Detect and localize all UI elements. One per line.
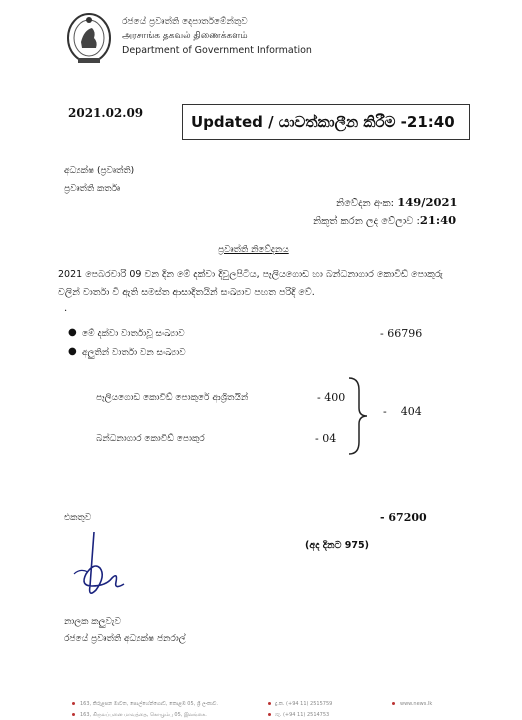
curly-brace-icon: [345, 376, 375, 456]
issue-time: [313, 213, 456, 227]
sri-lanka-emblem-icon: [66, 12, 112, 68]
release-number-label: නිවේදන අංක:: [336, 198, 395, 209]
prison-cluster-value: - 04: [315, 432, 337, 445]
header-tamil: அரசாங்க தகவல் திணைக்களம்: [122, 31, 248, 41]
release-number-value: 149/2021: [397, 195, 458, 209]
updated-box: [182, 104, 470, 140]
reported-so-far-value: - 66796: [380, 327, 423, 340]
footer-address-tamil: 163, கிருலப்பனை மாவத்தை, கொழும்பு 05, இலங்கை.: [80, 712, 207, 718]
signature-image: [66, 528, 136, 608]
today-count: (අද දිනට 975): [305, 540, 369, 551]
header-sinhala: රජයේ ප්‍රවෘත්ති දෙපාර්තමේන්තුව: [122, 17, 248, 27]
footer-phone: දු.ක. (+94 11) 2515759: [275, 701, 333, 707]
header-english: Department of Government Information: [122, 45, 312, 56]
new-cases-sum: - 404: [383, 405, 422, 418]
footer-fax: ෆැ. (+94 11) 2514753: [275, 712, 330, 718]
peliyagoda-cluster-value: - 400: [317, 391, 346, 404]
peliyagoda-cluster-label: පෑලියගොඩ කොවිඩ් පොකුරේ ආශ්‍රිතයින්: [96, 393, 249, 403]
issue-time-label: නිකුත් කරන ලද වේලාව :: [313, 216, 420, 227]
total-label: එකතුව: [64, 513, 92, 523]
release-number: [336, 195, 457, 209]
subject-heading: ප්‍රවෘත්ති නිවේදනය: [218, 245, 289, 255]
bullet-icon: ●: [68, 327, 77, 338]
reported-so-far-label: මේ දක්වා වාර්තාවූ සංඛ්‍යාව: [82, 329, 185, 339]
footer: [0, 680, 522, 720]
addressee-line-1: අධ්‍යක්ෂ (ප්‍රවෘත්ති): [64, 166, 135, 176]
issue-time-value: 21:40: [419, 213, 457, 227]
updated-text: Updated / යාවත්කාලීන කිරීම -21:40: [191, 113, 455, 131]
release-date: 2021.02.09: [68, 106, 144, 120]
bullet-icon: ●: [68, 346, 77, 357]
signatory-name: නාලක කලුවැව: [64, 617, 121, 627]
stray-dot: .: [64, 303, 68, 314]
newly-reported-label: අලුතින් වාර්තා වන සංඛ්‍යාව: [82, 348, 186, 358]
signatory-title: රජයේ ප්‍රවෘත්ති අධ්‍යක්ෂ ජනරාල්: [64, 634, 186, 644]
total-value: - 67200: [380, 511, 427, 524]
addressee-line-2: ප්‍රවෘත්ති කර්තෘ: [64, 184, 121, 194]
body-paragraph: 2021 පෙබරවාරි 09 වන දින මේ දක්වා දිවුලපිටිය, පෑලියගොඩ හා බන්ධනාගාර කොවිඩ් පොකුරු වලින් වාර්තා වී ඇති සමස්ත ආසාදිතයින් සංඛ්‍යාව පහත පරිදි වේ.: [58, 269, 443, 298]
footer-website: www.news.lk: [400, 701, 433, 707]
prison-cluster-label: බන්ධනාගාර කොවිඩ් පොකුර: [96, 434, 205, 444]
footer-address-sinhala: 163, කිරුළපන මාවත, පොල්හේන්ගොඩ, කොළඹ 05, ශ්‍රී ලංකාව.: [80, 701, 218, 707]
